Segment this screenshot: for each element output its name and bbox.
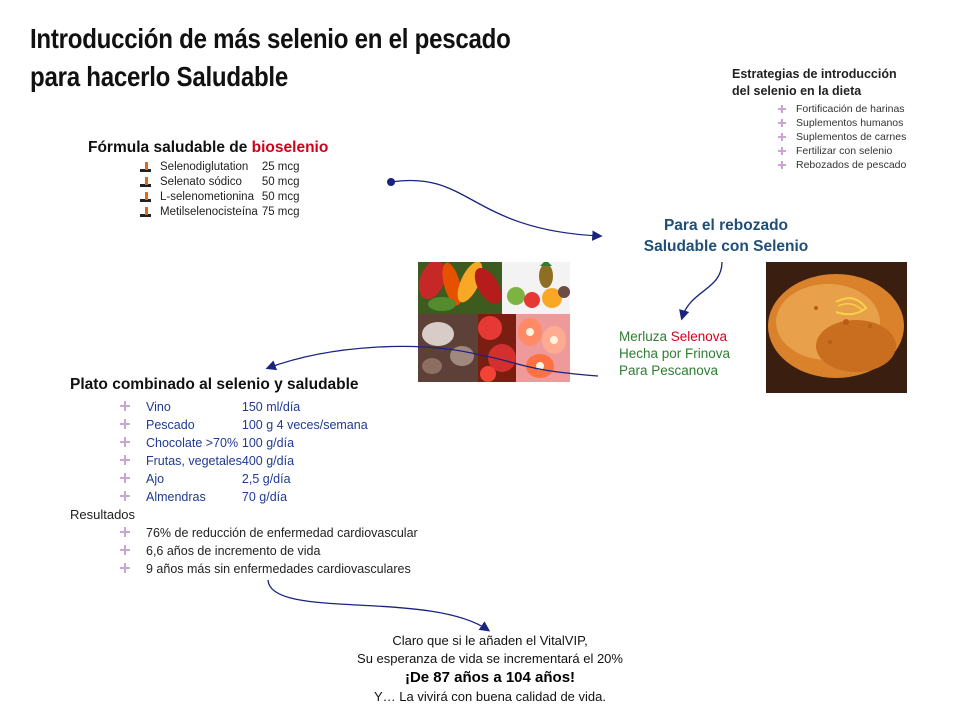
result-text: 6,6 años de incremento de vida (146, 544, 321, 558)
merluza-line-1 (619, 328, 779, 345)
merluza-prefix: Merluza (619, 329, 671, 344)
food-amount: 150 ml/día (241, 400, 301, 414)
title-line-2: para hacerlo Saludable (30, 61, 288, 92)
list-item (776, 130, 957, 144)
compound-dose: 25 mcg (261, 161, 300, 173)
table-row (140, 175, 304, 190)
strategy-label: Fertilizar con selenio (796, 145, 893, 157)
cross-bullet-icon (120, 437, 130, 447)
food-amount: 2,5 g/día (241, 472, 291, 486)
compound-name: Metilselenocisteína (160, 206, 258, 218)
food-item: Pescado (146, 418, 195, 432)
food-amount: 100 g/día (241, 436, 295, 450)
list-item (776, 116, 957, 130)
arrow-bullet-icon (140, 207, 152, 218)
plato-heading: Plato combinado al selenio y saludable (70, 376, 359, 393)
strategy-label: Suplementos humanos (796, 117, 904, 129)
table-row (140, 205, 304, 220)
food-amount: 400 g/día (241, 454, 295, 468)
food-collage-image (418, 262, 570, 382)
table-row (118, 434, 368, 452)
compound-name: Selenato sódico (160, 176, 242, 188)
list-item (776, 158, 957, 172)
strategies-heading (732, 66, 957, 100)
formula-heading-highlight: bioselenio (251, 139, 329, 156)
food-amount: 70 g/día (241, 490, 288, 504)
food-item: Almendras (146, 490, 206, 504)
food-item: Vino (146, 400, 171, 414)
merluza-line-3: Para Pescanova (619, 363, 719, 378)
arrow-bullet-icon (140, 192, 152, 203)
cross-bullet-icon (120, 545, 130, 555)
strategy-label: Suplementos de carnes (796, 131, 907, 143)
formula-section (88, 138, 408, 220)
table-row (118, 470, 368, 488)
cross-bullet-icon (778, 161, 786, 169)
list-item (118, 524, 490, 542)
compound-dose: 50 mcg (261, 176, 300, 188)
rebozado-line-2: Saludable con Selenio (643, 238, 809, 255)
result-text: 9 años más sin enfermedades cardiovasculares (146, 562, 411, 576)
food-item: Ajo (146, 472, 165, 486)
breaded-fish-graphic (766, 262, 907, 393)
breaded-fish-image (766, 262, 907, 393)
merluza-line-2: Hecha por Frinova (619, 346, 731, 361)
formula-to-rebozado-arrow (391, 180, 600, 236)
rebozado-heading (606, 215, 846, 257)
compound-name: Selenodiglutation (160, 161, 249, 173)
strategy-label: Fortificación de harinas (796, 103, 905, 115)
rebozado-to-merluza-arrow (682, 262, 722, 318)
strategy-label: Rebozados de pescado (796, 159, 907, 171)
list-item (776, 144, 957, 158)
formula-table (140, 160, 304, 220)
plato-to-conclusion-arrow (268, 580, 488, 630)
food-collage-graphic (418, 262, 570, 382)
formula-heading-prefix: Fórmula saludable de (88, 139, 252, 156)
cross-bullet-icon (120, 455, 130, 465)
title-line-1: Introducción de más selenio en el pescado (30, 23, 511, 54)
strategies-list (732, 102, 957, 172)
strategies-heading-line-2: del selenio en la dieta (732, 84, 862, 98)
cross-bullet-icon (778, 119, 786, 127)
list-item (118, 560, 490, 578)
arrow-bullet-icon (140, 162, 152, 173)
strategies-panel (732, 66, 957, 172)
conclusion-text (300, 632, 680, 706)
cross-bullet-icon (778, 133, 786, 141)
compound-dose: 50 mcg (261, 191, 300, 203)
cross-bullet-icon (120, 491, 130, 501)
results-label: Resultados (70, 507, 136, 522)
compound-dose: 75 mcg (261, 206, 300, 218)
conclusion-emphasis: ¡De 87 años a 104 años! (404, 669, 576, 686)
merluza-brand: Selenova (670, 329, 728, 344)
conclusion-line-2: Su esperanza de vida se incrementará el 20% (357, 651, 623, 666)
cross-bullet-icon (778, 105, 786, 113)
table-row (118, 416, 368, 434)
conclusion-line-4: Y… La vivirá con buena calidad de vida. (374, 689, 606, 704)
merluza-info (619, 328, 779, 379)
rebozado-line-1: Para el rebozado (663, 217, 789, 234)
compound-name: L-selenometionina (160, 191, 254, 203)
list-item (118, 542, 490, 560)
page-title (30, 20, 563, 96)
cross-bullet-icon (120, 401, 130, 411)
table-row (118, 488, 368, 506)
result-text: 76% de reducción de enfermedad cardiovascular (146, 526, 418, 540)
cross-bullet-icon (120, 419, 130, 429)
cross-bullet-icon (778, 147, 786, 155)
table-row (118, 452, 368, 470)
arrow-bullet-icon (140, 177, 152, 188)
food-item: Chocolate >70% (146, 436, 239, 450)
strategies-heading-line-1: Estrategias de introducción (732, 67, 897, 81)
table-row (140, 160, 304, 175)
cross-bullet-icon (120, 563, 130, 573)
conclusion-line-1: Claro que si le añaden el VitalVIP, (392, 633, 588, 648)
cross-bullet-icon (120, 473, 130, 483)
results-list (70, 524, 490, 578)
table-row (118, 398, 368, 416)
cross-bullet-icon (120, 527, 130, 537)
formula-heading (88, 138, 408, 158)
list-item (776, 102, 957, 116)
table-row (140, 190, 304, 205)
food-item: Frutas, vegetales (146, 454, 242, 468)
plato-table (118, 398, 368, 506)
food-amount: 100 g 4 veces/semana (241, 418, 368, 432)
plato-section (70, 375, 490, 578)
